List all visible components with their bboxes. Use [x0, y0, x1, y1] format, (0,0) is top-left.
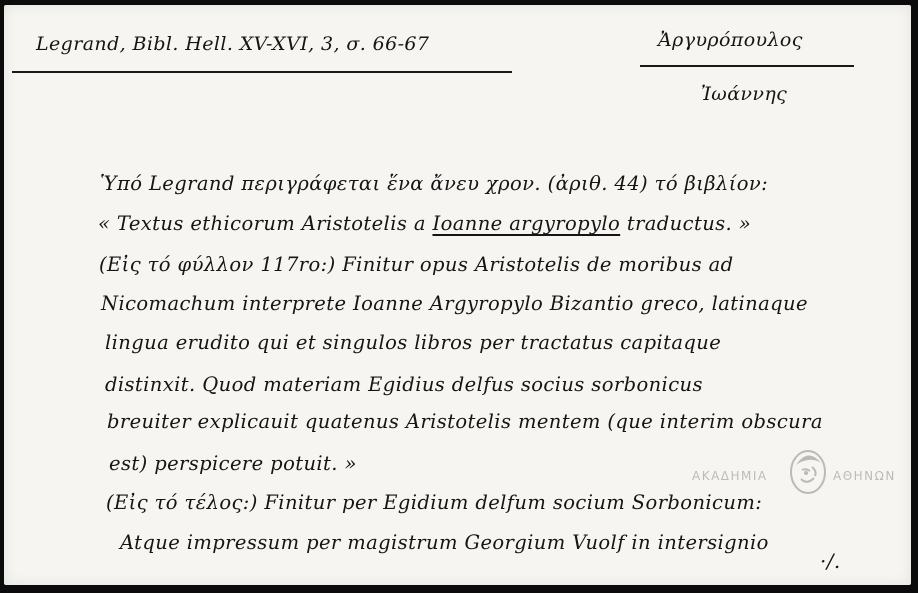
description-line-9: (Εἰς τό τέλος:) Finitur per Egidium delfum socium Sorbonicum:: [106, 491, 763, 514]
catalog-card: [4, 5, 911, 585]
title-start: « Textus ethicorum Aristotelis a: [98, 212, 426, 235]
watermark-left-text: ΑΚΑΔΗΜΙΑ: [692, 469, 768, 483]
translator-name: Ioanne argyropylo: [432, 212, 621, 235]
author-given-name: Ἰωάννης: [701, 83, 788, 105]
description-line-8: est) perspicere potuit. »: [109, 452, 357, 475]
athena-head-icon: [784, 445, 832, 497]
description-line-6: distinxit. Quod materiam Egidius delfus socius sorbonicus: [105, 373, 703, 396]
title-end: traductus. »: [626, 212, 752, 235]
description-line-7: breuiter explicauit quatenus Aristotelis mentem (que interim obscura: [107, 410, 823, 433]
description-line-10: Atque impressum per magistrum Georgium Vuolf in intersignio: [120, 531, 769, 554]
academy-watermark: [692, 445, 914, 497]
description-line-1: Ὑπό Legrand περιγράφεται ἕνα ἄνευ χρον. (ἀριθ. 44) τό βιβλίον:: [100, 172, 769, 195]
watermark-right-text: ΑΘΗΝΩΝ: [833, 469, 896, 483]
bibliographic-reference: Legrand, Bibl. Hell. XV-XVI, 3, σ. 66-67: [36, 33, 430, 55]
author-underline: [640, 65, 854, 67]
description-line-2: [98, 212, 751, 235]
description-line-3: (Εἰς τό φύλλον 117ro:) Finitur opus Aristotelis de moribus ad: [99, 253, 734, 276]
description-line-4: Nicomachum interprete Ioanne Argyropylo Bizantio greco, latinaque: [101, 292, 808, 315]
continuation-mark: ·/.: [820, 549, 841, 573]
reference-underline: [12, 71, 512, 73]
author-surname: Ἀργυρόπουλος: [658, 29, 803, 51]
description-line-5: lingua erudito qui et singulos libros per tractatus capitaque: [105, 331, 722, 354]
